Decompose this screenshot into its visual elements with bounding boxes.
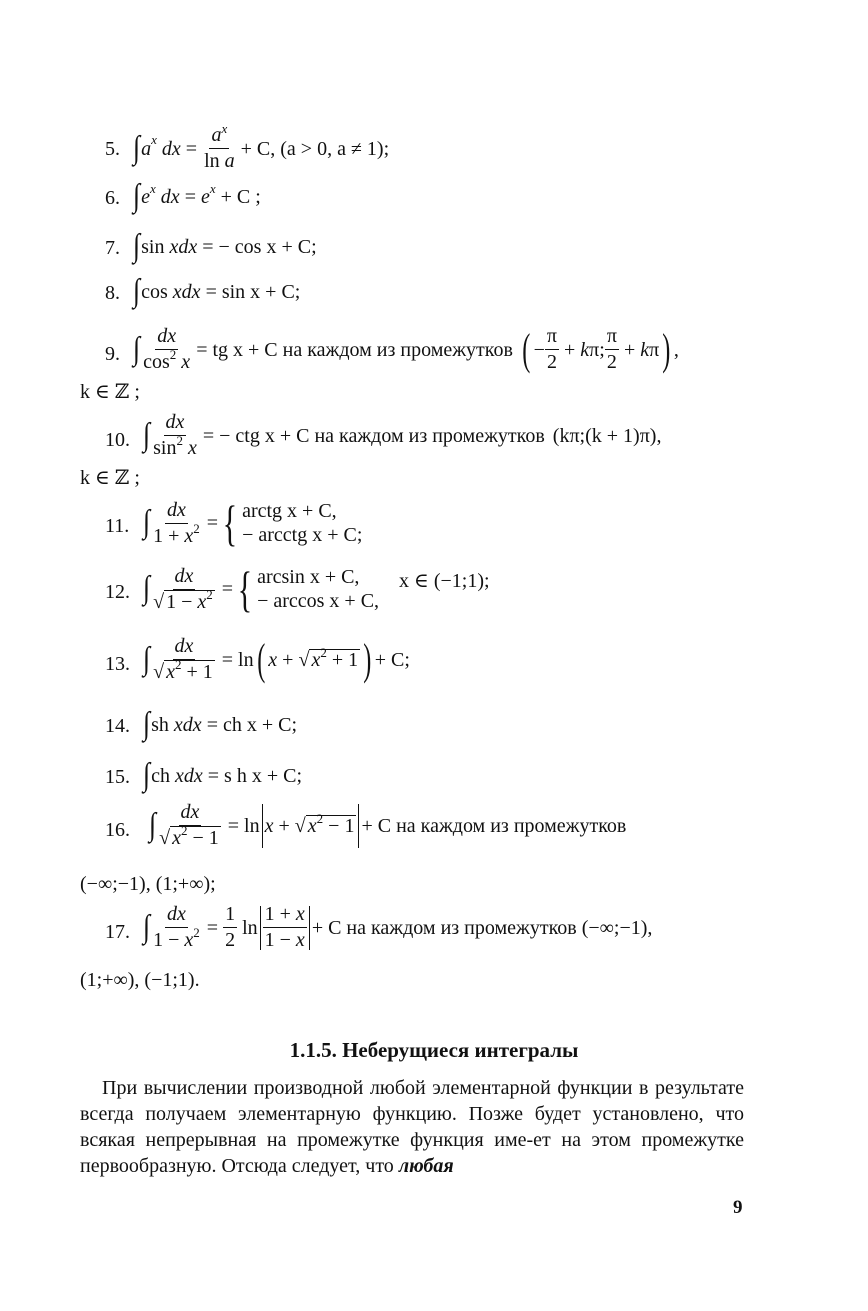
- formula-6-number: 6.: [105, 187, 120, 209]
- textbook-page: 5. ∫ a x dx = $\frac{a^x}{\text{ln a}}$ + C, (a > 0, a ≠ 1); 6. ∫ e x dx = e x + C ; 7. ∫ sin xdx = − cos x + C; 8. ∫ cos xdx = sin x + C; 9. ∫ $\frac{dx}{\cos^2 x}$ = tg x + C на каждом из промежутков ( − $\frac{\pi}{2}$ + k π; $\frac{\pi}{2}$ + k π ) , k ∈ ℤ ; 10. ∫ $\frac{dx}{\sin^2 x}$ = − ctg x + C на каждом из промежутков (kπ;(k + 1)π), k ∈ ℤ ; 11. ∫ $\frac{dx}{1 + x^2}$ = { arctg x + C, − arcctg x + C; 12. ∫ $\frac{dx}{√ 1 - x^2}$ = { arcsin x + C, − arccos x + C, x ∈ (−1;1); 13. ∫ $\frac{dx}{√ x^2 + 1}$ = ln ( x + √ $x^2 + 1$ ) + C; 14. ∫ sh xdx = ch x + C; 15. ∫ ch xdx = s h x + C; 16. ∫ $\frac{dx}{√ x^2 - 1}$ = ln x + √ $x^2 - 1$ + C на каждом из промежутков (−∞;−1), (1;+∞); 17. ∫ $\frac{dx}{1 - x^2}$ = $\frac{1}{2}$ ln $\frac{1 + x}{1 - x}$ + C на каждом из промежутков (−∞;−1), (1;+∞), (−1;1). 1.1.5. Неберущиеся интегралы При вычислении производной любой элементарной функции в результате всегда получаем элементарную функцию. Позже будет установлено, что всякая непрерывная на промежутке функция име-ет на этом промежутке первообразную. Отсюда следует, что любая 9: [0, 0, 868, 1311]
- formula-15-number: 15.: [105, 766, 130, 788]
- formula-10-interval: (kπ;(k + 1)π),: [552, 424, 662, 447]
- formula-9-continuation: k ∈ ℤ ;: [80, 381, 140, 403]
- formula-12-number: 12.: [105, 581, 130, 603]
- section-paragraph: [80, 1075, 744, 1179]
- formula-11-case1: arctg x + C,: [242, 500, 337, 522]
- formula-15-rhs: = s h x + C;: [207, 765, 303, 787]
- formula-17-number: 17.: [105, 921, 130, 943]
- formula-16: 16. ∫ $\frac{dx}{√ x^2 - 1}$ = ln x + √ $x^2 - 1$ + C на каждом из промежутков: [105, 801, 627, 849]
- formula-16-continuation: (−∞;−1), (1;+∞);: [80, 873, 216, 895]
- formula-10-mid: = − ctg x + C на каждом из промежутков: [202, 424, 545, 447]
- formula-12-case1: arcsin x + C,: [257, 566, 360, 588]
- formula-8-number: 8.: [105, 282, 120, 304]
- formula-10-number: 10.: [105, 429, 130, 451]
- formula-9: 9. ∫ $\frac{dx}{\cos^2 x}$ = tg x + C на каждом из промежутков ( − $\frac{\pi}{2}$ + k π; $\frac{\pi}{2}$ + k π ) ,: [105, 324, 679, 374]
- formula-9-number: 9.: [105, 343, 120, 365]
- formula-14-rhs: = ch x + C;: [206, 714, 298, 736]
- paragraph-emphasis: любая: [398, 1155, 454, 1177]
- formula-6-text: + C ;: [220, 186, 261, 208]
- formula-14-number: 14.: [105, 715, 130, 737]
- formula-17: 17. ∫ $\frac{dx}{1 - x^2}$ = $\frac{1}{2}$ ln $\frac{1 + x}{1 - x}$ + C на каждом из промежутков (−∞;−1),: [105, 903, 653, 951]
- formula-10: 10. ∫ $\frac{dx}{\sin^2 x}$ = − ctg x + C на каждом из промежутков (kπ;(k + 1)π),: [105, 411, 662, 459]
- page-number: 9: [733, 1197, 743, 1218]
- formula-12-condition: x ∈ (−1;1);: [399, 570, 490, 592]
- section-heading: 1.1.5. Неберущиеся интегралы: [289, 1038, 579, 1062]
- paragraph-text: При вычислении производной любой элементарной функции в результате всегда получаем элементарную функцию. Позже будет установлено, что всякая непрерывная на промежутке функция име-ет на этом промежутке первообразную. Отсюда следует, что: [80, 1077, 744, 1177]
- formula-13-rhs: + C;: [374, 648, 410, 671]
- formula-17-tail: + C на каждом из промежутков (−∞;−1),: [311, 916, 653, 939]
- formula-5-suffix: + C, (a > 0, a ≠ 1);: [240, 137, 390, 160]
- formula-16-number: 16.: [105, 819, 130, 841]
- formula-11-case2: − arcctg x + C;: [242, 524, 363, 546]
- formula-17-continuation: (1;+∞), (−1;1).: [80, 969, 200, 991]
- formula-9-mid: = tg x + C на каждом из промежутков: [196, 338, 513, 361]
- formula-7-rhs: = − cos x + C;: [202, 236, 317, 258]
- formula-8-rhs: = sin x + C;: [205, 281, 301, 303]
- formula-11-number: 11.: [105, 515, 130, 537]
- formula-10-continuation: k ∈ ℤ ;: [80, 467, 140, 489]
- formula-7-number: 7.: [105, 237, 120, 259]
- formula-12-case2: − arccos x + C,: [257, 590, 380, 612]
- formula-16-tail: + C на каждом из промежутков: [361, 814, 627, 837]
- formula-13-number: 13.: [105, 653, 130, 675]
- formula-5-number: 5.: [105, 138, 120, 160]
